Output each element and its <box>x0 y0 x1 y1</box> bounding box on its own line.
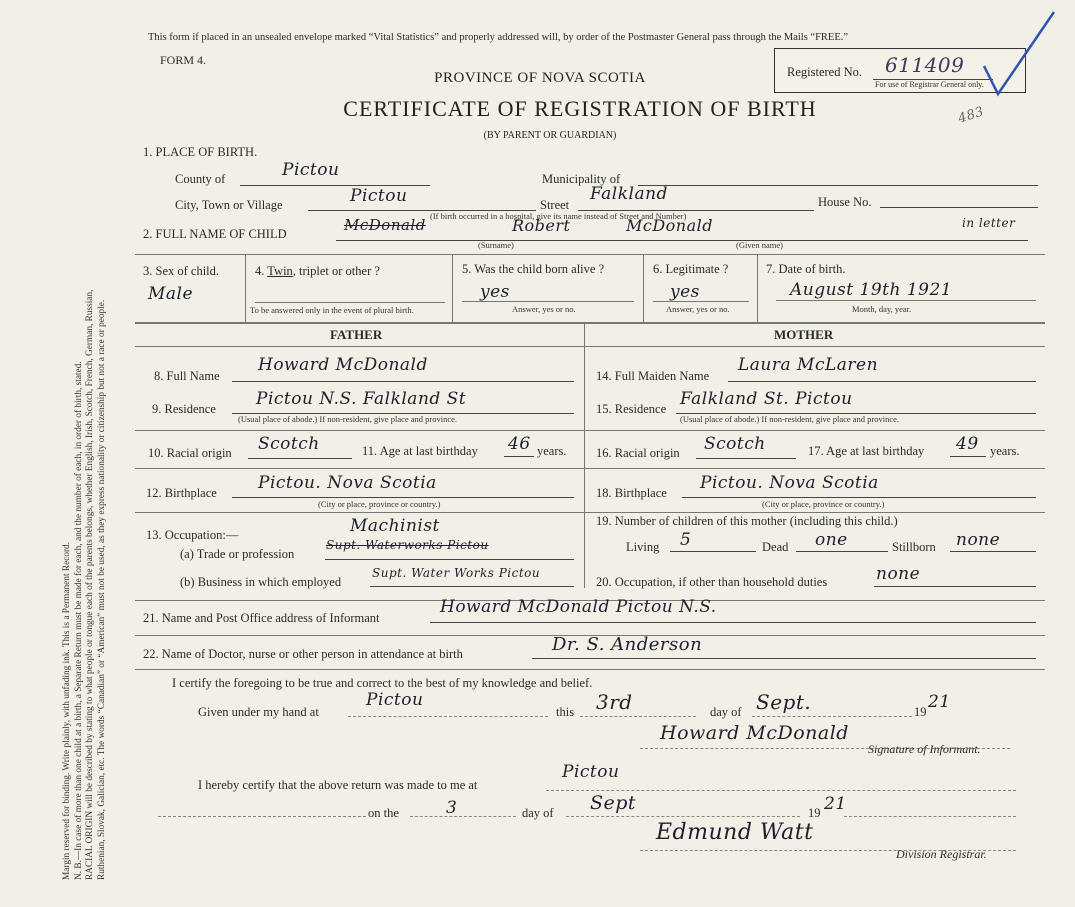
mother-heading: MOTHER <box>774 327 834 342</box>
mother-dead-value: one <box>815 530 848 550</box>
mother-stillborn-label: Stillborn <box>892 540 936 554</box>
side-line: N. B.—In case of more than one child at a birth, a Separate Return must be made for each, and the number of each, in order of birth, stated. <box>73 361 84 880</box>
father-race-label: 10. Racial origin <box>148 446 232 460</box>
street-value: Falkland <box>590 184 668 204</box>
twin-label: 4. Twin, triplet or other ? <box>255 264 380 278</box>
county-label: County of <box>175 172 226 186</box>
surname-caption: (Surname) <box>478 240 514 250</box>
father-birthplace-value: Pictou. Nova Scotia <box>258 473 437 493</box>
mother-residence-label: 15. Residence <box>596 402 667 416</box>
house-no-label: House No. <box>818 195 872 209</box>
father-name-value: Howard McDonald <box>258 355 428 375</box>
city-label: City, Town or Village <box>175 198 283 212</box>
registrar-year-value: 21 <box>824 794 847 814</box>
registered-label: Registered No. <box>787 65 862 79</box>
child-name-margin-note: in letter <box>962 216 1016 230</box>
margin-number: 483 <box>956 104 987 127</box>
alive-note: Answer, yes or no. <box>512 304 576 314</box>
registered-note: For use of Registrar General only. <box>875 80 984 89</box>
certify-given-label: Given under my hand at <box>198 705 319 719</box>
mother-living-value: 5 <box>680 530 692 550</box>
father-heading: FATHER <box>330 327 383 342</box>
child-name-label: 2. FULL NAME OF CHILD <box>143 227 287 241</box>
mother-living-label: Living <box>626 540 660 554</box>
postal-notice: This form if placed in an unsealed envelope marked “Vital Statistics” and properly addressed will, by order of the Postmaster General pass through the Mails “FREE.” <box>148 32 849 43</box>
registered-value: 611409 <box>885 53 965 77</box>
certify-year-prefix: 19 <box>914 705 927 719</box>
certificate-title: CERTIFICATE OF REGISTRATION OF BIRTH <box>343 96 817 121</box>
side-instructions <box>62 20 109 880</box>
place-of-birth-label: 1. PLACE OF BIRTH. <box>143 145 258 159</box>
mother-age-label: 17. Age at last birthday <box>808 444 925 458</box>
alive-value: yes <box>480 282 510 302</box>
certify-given-place: Pictou <box>366 690 424 710</box>
father-race-value: Scotch <box>258 434 320 454</box>
informant-value: Howard McDonald Pictou N.S. <box>440 597 717 617</box>
informant-label: 21. Name and Post Office address of Informant <box>143 611 380 625</box>
form-number: FORM 4. <box>160 53 207 67</box>
child-surname-value: McDonald <box>344 216 426 234</box>
father-residence-note: (Usual place of abode.) If non-resident, give place and province. <box>238 414 458 424</box>
sex-value: Male <box>148 284 194 304</box>
mother-age-value: 49 <box>956 434 979 454</box>
informant-signature: Howard McDonald <box>660 722 849 744</box>
registrar-on-the-label: on the <box>368 806 399 820</box>
dob-label: 7. Date of birth. <box>766 262 846 276</box>
registrar-place: Pictou <box>562 762 620 782</box>
county-value: Pictou <box>282 160 340 180</box>
father-trade-value: Supt. Waterworks Pictou <box>326 538 489 552</box>
certify-statement: I certify the foregoing to be true and correct to the best of my knowledge and belief. <box>172 676 593 690</box>
registrar-signature: Edmund Watt <box>656 820 814 845</box>
mother-children-label: 19. Number of children of this mother (including this child.) <box>596 514 898 528</box>
doctor-label: 22. Name of Doctor, nurse or other person in attendance at birth <box>143 647 463 661</box>
certificate-subtitle: (BY PARENT OR GUARDIAN) <box>483 130 617 141</box>
side-line: Margin reserved for binding. Write plainly, with unfading ink. This is a Permanent Record. <box>62 541 72 880</box>
father-birthplace-note: (City or place, province or country.) <box>318 499 441 509</box>
given-caption: (Given name) <box>736 240 783 250</box>
legitimate-note: Answer, yes or no. <box>666 304 730 314</box>
municipality-label: Municipality of <box>542 172 621 186</box>
father-name-label: 8. Full Name <box>154 369 220 383</box>
checkmark-icon <box>980 8 1060 98</box>
twin-note: To be answered only in the event of plural birth. <box>250 305 414 315</box>
child-given-value: Robert <box>512 216 571 235</box>
registrar-day-of-label: day of <box>522 806 554 820</box>
dob-value: August 19th 1921 <box>790 280 953 300</box>
mother-birthplace-label: 18. Birthplace <box>596 486 667 500</box>
alive-label: 5. Was the child born alive ? <box>462 262 605 276</box>
certify-this-label: this <box>556 705 575 719</box>
mother-birthplace-note: (City or place, province or country.) <box>762 499 885 509</box>
mother-residence-value: Falkland St. Pictou <box>680 389 853 409</box>
certify-year-value: 21 <box>928 692 951 712</box>
father-residence-value: Pictou N.S. Falkland St <box>256 389 467 409</box>
side-line: Ruthenian, Slovak, Galician, etc. The words “Canadian” or “American” must not be used, as they express nationality or citizenship but not a race or people. <box>97 299 108 880</box>
mother-name-label: 14. Full Maiden Name <box>596 369 710 383</box>
father-age-label: 11. Age at last birthday <box>362 444 478 458</box>
mother-race-value: Scotch <box>704 434 766 454</box>
registrar-day: 3 <box>446 798 458 818</box>
mother-dead-label: Dead <box>762 540 789 554</box>
side-line: RACIAL ORIGIN will be described by stating to what people or tongue each of the parents belongs, whether English, Irish, Scotch, French, German, Russian, <box>85 289 96 880</box>
registrar-year-prefix: 19 <box>808 806 821 820</box>
registrar-month: Sept <box>590 792 637 814</box>
city-value: Pictou <box>350 186 408 206</box>
registrar-statement: I hereby certify that the above return was made to me at <box>198 778 478 792</box>
father-years: years. <box>537 444 567 458</box>
hospital-note: (If birth occurred in a hospital, give its name instead of Street and Number) <box>430 211 687 221</box>
doctor-value: Dr. S. Anderson <box>552 634 703 655</box>
mother-birthplace-value: Pictou. Nova Scotia <box>700 473 879 493</box>
street-label: Street <box>540 198 570 212</box>
mother-stillborn-value: none <box>956 530 1001 550</box>
certify-month-value: Sept. <box>756 690 812 714</box>
mother-race-label: 16. Racial origin <box>596 446 680 460</box>
sex-label: 3. Sex of child. <box>143 264 220 278</box>
father-residence-label: 9. Residence <box>152 402 216 416</box>
province-name: PROVINCE OF NOVA SCOTIA <box>434 70 646 86</box>
mother-years: years. <box>990 444 1020 458</box>
informant-signature-caption: Signature of Informant. <box>868 742 981 756</box>
mother-occupation-label: 20. Occupation, if other than household duties <box>596 575 828 589</box>
father-occupation-label: 13. Occupation:— <box>146 528 239 542</box>
mother-occupation-value: none <box>876 564 921 584</box>
legitimate-label: 6. Legitimate ? <box>653 262 729 276</box>
mother-name-value: Laura McLaren <box>738 355 879 375</box>
father-occupation-value: Machinist <box>350 516 440 536</box>
dob-note: Month, day, year. <box>852 304 912 314</box>
father-business-value: Supt. Water Works Pictou <box>372 566 541 580</box>
child-given2-value: McDonald <box>626 216 714 235</box>
registrar-caption: Division Registrar. <box>896 847 987 861</box>
certify-day-value: 3rd <box>596 690 633 714</box>
certify-day-of-label: day of <box>710 705 742 719</box>
mother-residence-note: (Usual place of abode.) If non-resident, give place and province. <box>680 414 900 424</box>
father-age-value: 46 <box>508 434 531 454</box>
legitimate-value: yes <box>670 282 700 302</box>
father-business-label: (b) Business in which employed <box>180 575 342 589</box>
father-birthplace-label: 12. Birthplace <box>146 486 217 500</box>
father-trade-label: (a) Trade or profession <box>180 547 295 561</box>
